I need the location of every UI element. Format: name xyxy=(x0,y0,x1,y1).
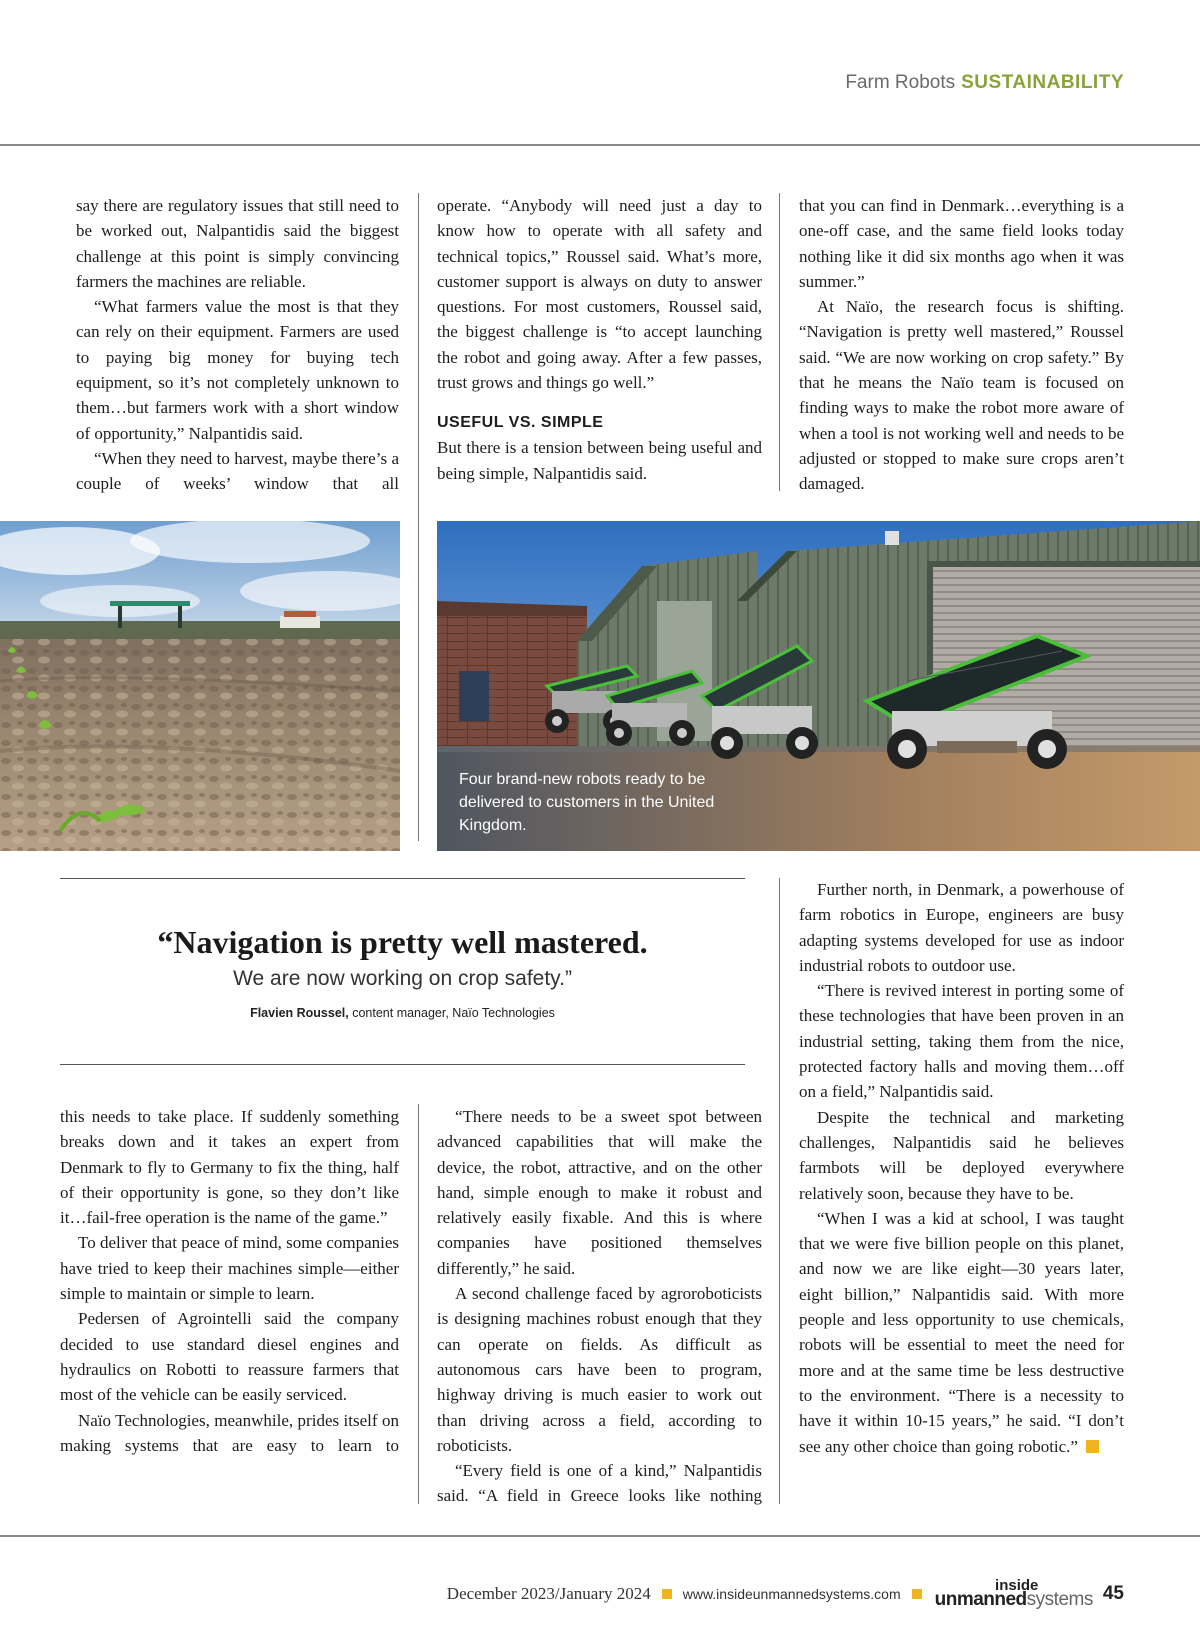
logo-word-systems: systems xyxy=(1026,1589,1093,1610)
pull-quote-sub: We are now working on crop safety.” xyxy=(233,967,572,990)
header-topic: Farm Robots xyxy=(845,72,956,93)
closing-paragraph-text: “When I was a kid at school, I was taught that we were five billion people on this planet, and now we are like eight—30 years later, eight billion,” Nalpantidis said. With more people and less opportunity to use chemicals, robots will be essential to meet the need for more and at the same time be less destructive to the environment. “There is a necessity to have it within 10-15 years,” he said. “I don’t see any other choice than going robotic.” xyxy=(799,1208,1124,1456)
paragraph: that you can find in Denmark…everything is a one-off case, and the same field looks today nothing like it did six months ago when it was summer.” xyxy=(799,196,1124,291)
top-column-1 xyxy=(76,193,399,497)
pull-quote-attribution xyxy=(60,1006,745,1020)
column-divider xyxy=(418,193,419,841)
paragraph xyxy=(799,1206,1124,1459)
end-of-article-mark xyxy=(1086,1440,1099,1453)
magazine-logo xyxy=(935,1578,1093,1609)
paragraph: Pedersen of Agrointelli said the company decided to use standard diesel engines and hydraulics on Robotti to reassure farmers that most of the vehicle can be easily serviced. xyxy=(60,1309,399,1405)
top-column-2 xyxy=(437,193,762,486)
header-rule xyxy=(0,144,1200,146)
logo-word-unmanned: unmanned xyxy=(934,1589,1027,1610)
quote-author-role: content manager, Naïo Technologies xyxy=(352,1006,555,1020)
field-photo xyxy=(0,521,400,851)
paragraph: “There needs to be a sweet spot between advanced capabilities that will make the device, the robot, attractive, and on the other hand, simple enough to make it robust and relatively easily fixable. And this is where companies have positioned themselves differently,” he said. xyxy=(437,1107,762,1278)
bottom-column-3 xyxy=(799,877,1124,1459)
paragraph: Despite the technical and marketing challenges, Nalpantidis said he believes farmbots will be deployed everywhere relatively soon, because they have to be. xyxy=(799,1107,1124,1203)
column-divider xyxy=(418,1104,419,1504)
paragraph: operate. “Anybody will need just a day to know how to operate with all safety and technical topics,” Roussel said. What’s more, customer support is always on duty to answer questions. For most customers, Roussel said, the biggest challenge is “to accept launching the robot and going away. After a few passes, trust grows and things go well.” xyxy=(437,196,762,393)
paragraph: At Naïo, the research focus is shifting. “Navigation is pretty well mastered,” Roussel said. “We are now working on crop safety.” By that he means the Naïo team is focused on finding ways to make the robot more aware of when a tool is not working well and needs to be adjusted or stopped to make sure crops aren’t damaged. xyxy=(799,297,1124,494)
page-number: 45 xyxy=(1102,1582,1124,1604)
top-column-3 xyxy=(799,193,1124,497)
bottom-column-2 xyxy=(437,1104,762,1509)
bottom-column-1 xyxy=(60,1104,399,1458)
quote-top-rule xyxy=(60,878,745,879)
paragraph: But there is a tension between being useful and being simple, Nalpantidis said. xyxy=(437,438,762,483)
field-illustration xyxy=(0,521,400,851)
paragraph: Naïo Technologies, meanwhile, prides itself on making systems that are easy to learn to xyxy=(60,1410,399,1455)
photo-caption: Four brand-new robots ready to be delivered to customers in the United Kingdom. xyxy=(459,771,715,834)
footer-rule xyxy=(0,1535,1200,1537)
paragraph: Further north, in Denmark, a powerhouse of farm robotics in Europe, engineers are busy adapting systems developed for use as indoor industrial robots to outdoor use. xyxy=(799,880,1124,975)
footer xyxy=(447,1578,1124,1609)
quote-author-name: Flavien Roussel, xyxy=(250,1006,349,1020)
logo-line-1: inside xyxy=(995,1577,1039,1594)
header-section: SUSTAINABILITY xyxy=(961,72,1124,93)
paragraph: “Every field is one of a kind,” Nalpantidis said. “A field in Greece looks like nothing xyxy=(437,1461,762,1506)
footer-separator xyxy=(912,1589,922,1599)
paragraph: this needs to take place. If suddenly something breaks down and it takes an expert from Denmark to fly to Germany to fix the thing, half of their opportunity is gone, so they don’t like it…fail-free operation is the name of the game.” xyxy=(60,1107,399,1228)
paragraph: “When they need to harvest, maybe there’s a couple of weeks’ window that all xyxy=(76,448,399,494)
paragraph: “There is revived interest in porting some of these technologies that have been proven in an industrial setting, taking them from the nice, protected factory halls and moving them…off on a field,” Nalpantidis said. xyxy=(799,981,1124,1102)
issue-date: December 2023/January 2024 xyxy=(446,1583,651,1603)
paragraph: “What farmers value the most is that they can rely on their equipment. Farmers are used to paying big money for buying tech equipment, so it’s not completely unknown to them…but farmers work with a short window of opportunity,” Nalpantidis said. xyxy=(76,297,399,443)
quote-bottom-rule xyxy=(60,1064,745,1065)
paragraph: To deliver that peace of mind, some companies have tried to keep their machines simple—either simple to maintain or simple to learn. xyxy=(60,1233,399,1304)
column-divider xyxy=(779,193,780,491)
robots-photo xyxy=(437,521,1200,851)
footer-separator xyxy=(662,1589,672,1599)
paragraph: say there are regulatory issues that still need to be worked out, Nalpantidis said the biggest challenge at this point is simply convincing farmers the machines are reliable. xyxy=(76,196,399,291)
website-url: www.insideunmannedsystems.com xyxy=(682,1585,901,1602)
column-divider xyxy=(779,878,780,1504)
section-heading: USEFUL VS. SIMPLE xyxy=(437,414,604,432)
running-header xyxy=(845,72,1124,94)
pull-quote xyxy=(60,922,745,1020)
paragraph: A second challenge faced by agroroboticists is designing machines robust enough that they can operate on fields. As difficult as autonomous cars have been to program, highway driving is much easier to work out than driving across a field, according to roboticists. xyxy=(437,1284,762,1455)
pull-quote-main: “Navigation is pretty well mastered. xyxy=(157,924,648,960)
